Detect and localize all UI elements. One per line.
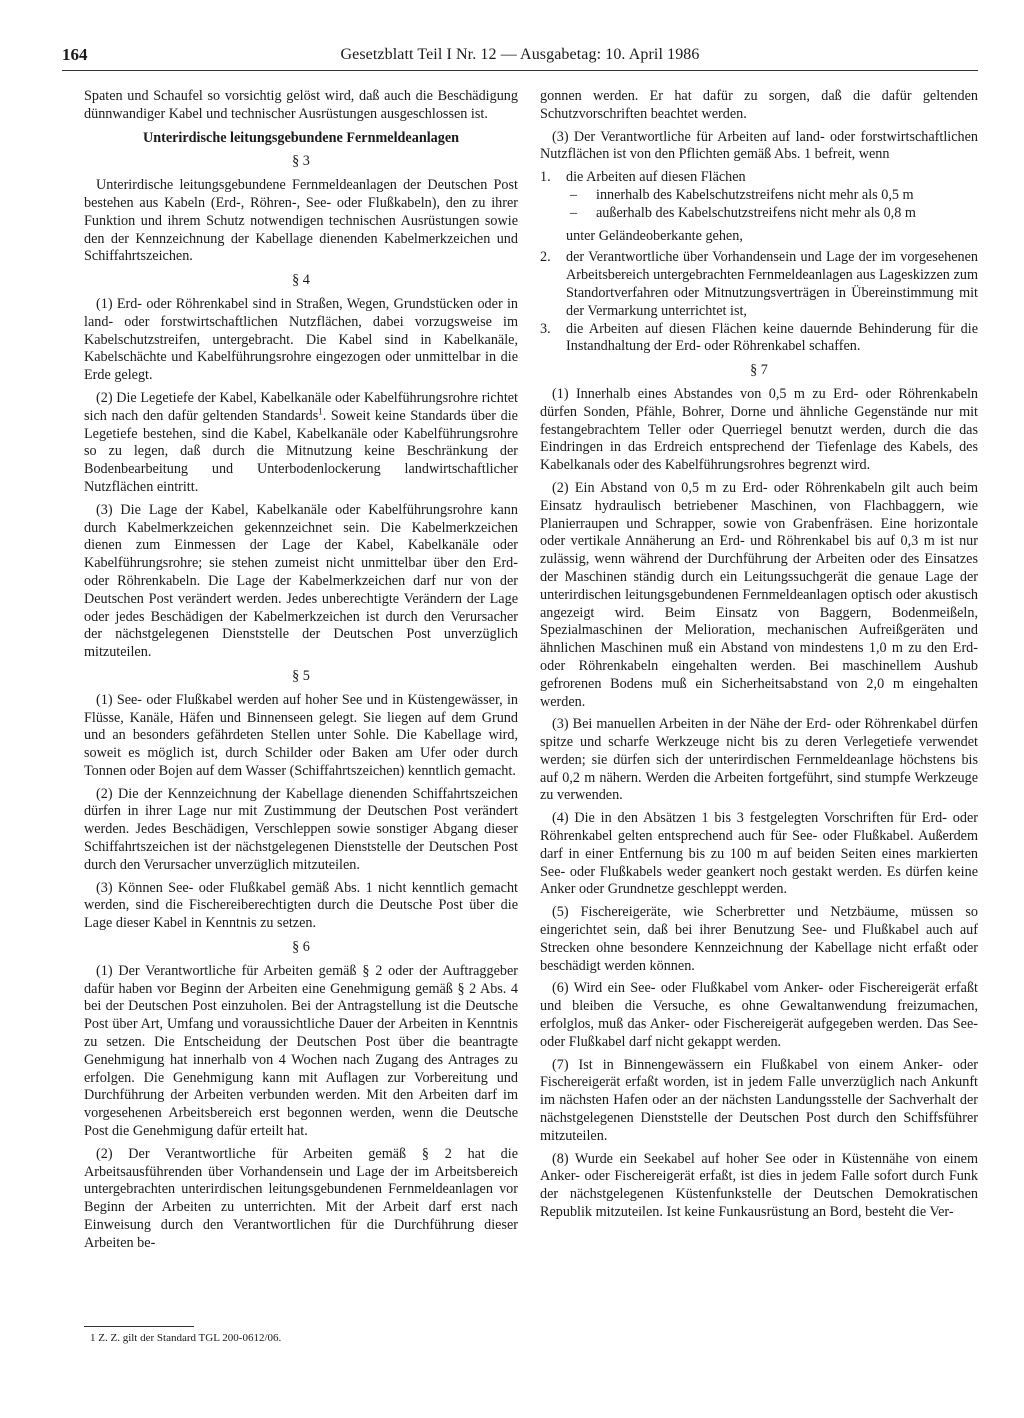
- paragraph: (1) Erd- oder Röhrenkabel sind in Straßen, Wegen, Grundstücken oder in land- oder forstwirtschaftlichen Nutzflächen, dabei vorzugsweise im Kabelschutzstreifen, untergebracht. Die Kabel sind in Kabelkanäle, Kabelschächte und Kabelführungsrohre eingezogen oder unmittelbar in die Erde gelegt.: [84, 295, 518, 384]
- list-number: 1.: [540, 169, 551, 186]
- paragraph: Spaten und Schaufel so vorsichtig gelöst wird, daß auch die Beschädigung dünnwandiger Kabel und technischer Ausrüstungen ausgeschlossen ist.: [84, 88, 518, 122]
- list-item: [540, 169, 978, 222]
- paragraph-number: § 5: [292, 667, 310, 684]
- paragraph-number: § 3: [292, 153, 310, 170]
- list-tail-text: unter Geländeoberkante gehen,: [566, 227, 743, 244]
- paragraph: (3) Die Lage der Kabel, Kabelkanäle oder Kabelführungsrohre kann durch Kabelmerkzeichen gekennzeichnet sein. Die Kabelmerkzeichen dienen zum Einmessen der Lage der Kabel, Kabelkanäle oder Kabelführungsrohre; sie stehen zumeist nicht unmittelbar über den Erd- oder Röhrenkabeln. Die Lage der Kabelmerkzeichen darf nur von der Deutschen Post verändert werden. Jedes unberechtigte Verändern der Lage oder jedes Beschädigen der Kabelmerkzeichen ist durch den Verursacher der nächstgelegenen Dienststelle der Deutschen Post unverzüglich mitzuteilen.: [84, 501, 518, 661]
- section-heading: Unterirdische leitungsgebundene Fernmeldeanlagen: [142, 129, 460, 146]
- paragraph: (1) See- oder Flußkabel werden auf hoher See und in Küstengewässer, in Flüsse, Kanäle, Häfen und Binnenseen gelegt. Sie liegen auf dem Grund und an besonders gefährdeten Stellen unter Sohle. Die Kabellage wird, soweit es möglich ist, durch Schilder oder Baken am Ufer oder durch Tonnen oder Bojen auf dem Wasser (Schiffahrtszeichen) kenntlich gemacht.: [84, 691, 518, 779]
- paragraph: (4) Die in den Absätzen 1 bis 3 festgelegten Vorschriften für Erd- oder Röhrenkabel gelten entsprechend auch für See- oder Flußkabel. Außerdem darf in einer Entfernung bis zu 100 m auf beiden Seiten eines markierten See- oder Flußkabels weder geankert noch gestakt werden. Es dürfen keine Anker oder Grundnetze geschleppt werden.: [540, 810, 978, 898]
- paragraph-number: § 7: [750, 362, 768, 379]
- paragraph-text: . Soweit keine Standards über die Legetiefe bestehen, sind die Kabel, Kabelkanäle oder Kabelführungsrohre so zu legen, daß durch die Mitnutzung keine Beschränkung der Bodenbearbeitung und Unterbodenlockerung landwirtschaftlicher Nutzflächen eintritt.: [84, 407, 518, 495]
- running-title: Gesetzblatt Teil I Nr. 12 — Ausgabetag: 10. April 1986: [340, 46, 700, 63]
- paragraph: (8) Wurde ein Seekabel auf hoher See oder in Küstennähe von einem Anker- oder Fischereigerät erfaßt, ist dies in jedem Falle sofort durch Funk der nächstgelegenen Küstenfunkstelle der Deutschen Demokratischen Republik mitzuteilen. Ist keine Funkausrüstung an Bord, besteht die Ver-: [540, 1150, 978, 1221]
- page-number: 164: [62, 45, 88, 64]
- dash-item: – innerhalb des Kabelschutzstreifens nicht mehr als 0,5 m: [566, 187, 978, 205]
- paragraph: (2) Der Verantwortliche für Arbeiten gemäß § 2 hat die Arbeitsausführenden über Vorhandensein und Lage der im Arbeitsbereich untergebrachten unterirdischen leitungsgebundenen Fernmeldeanlagen vor Beginn der Arbeiten zu unterrichten. Mit der Arbeit darf erst nach Einweisung durch den Verantwortlichen für die Durchführung dieser Arbeiten be-: [84, 1145, 518, 1251]
- paragraph-text: (2) Die Legetiefe der Kabel, Kabelkanäle oder Kabelführungsrohre richtet sich nach den dafür geltenden Standards: [84, 389, 518, 424]
- footnote-divider: [84, 1326, 194, 1327]
- paragraph-number: § 4: [292, 272, 310, 289]
- list-number: 2.: [540, 249, 551, 266]
- footnote-marker: 1: [318, 406, 323, 417]
- paragraph: (1) Innerhalb eines Abstandes von 0,5 m zu Erd- oder Röhrenkabeln dürfen Sonden, Pfähle, Bohrer, Dorne und ähnliche Gegenstände nur mit festangebrachtem Teller oder Querriegel benutzt werden, durch die das Eindringen in das Erdreich entsprechend der Tiefenlage des Kabels, des Kabelkanals oder des Kabelführungsrohres begrenzt wird.: [540, 385, 978, 474]
- list-item-text: der Verantwortliche über Vorhandensein und Lage der im vorgesehenen Arbeitsbereich untergebrachten Fernmeldeanlagen aus Lageskizzen zum Standortverfahren oder Mitnutzungsverträgen in Übereinstimmung mit der Vermarkung unterrichtet ist,: [566, 249, 978, 319]
- paragraph: (6) Wird ein See- oder Flußkabel vom Anker- oder Fischereigerät erfaßt und bleiben die Versuche, es ohne Gewaltanwendung freizumachen, erfolglos, muß das Anker- oder Fischereigerät aufgegeben werden. Das See- oder Flußkabel darf nicht gekappt werden.: [540, 980, 978, 1050]
- paragraph: (3) Können See- oder Flußkabel gemäß Abs. 1 nicht kenntlich gemacht werden, sind die Fischereiberechtigten durch die Deutsche Post über die Lage dieser Kabel in Kenntnis zu setzen.: [84, 879, 518, 932]
- paragraph: (2) Ein Abstand von 0,5 m zu Erd- oder Röhrenkabeln gilt auch beim Einsatz hydraulisch betriebener Maschinen, von Flachbaggern, wie Planierraupen und Schrapper, sowie von Grabenfräsen. Eine horizontale oder vertikale Annäherung an Erd- und Röhrenkabel bis auf 0,3 m ist nur zulässig, wenn während der Durchführung der Arbeiten oder des Einsatzes der Maschinen ständig durch ein Leitungssuchgerät die genaue Lage der unterirdischen leitungsgebundenen Fernmeldeanlagen optisch oder akustisch angezeigt wird. Beim Einsatz von Baggern, Bodenmeißeln, Spezialmaschinen der Melioration, mechanischen Aufreißgeräten und ähnlichen Maschinen muß ein Abstand von mindestens 1,0 m zu den Erd- oder Röhrenkabeln eingehalten werden. Bei maschinellem Aushub gefrorenen Bodens muß ein Sicherheitsabstand von 2,0 m eingehalten werden.: [540, 479, 978, 710]
- dash-list: [566, 187, 978, 223]
- paragraph: (3) Bei manuellen Arbeiten in der Nähe der Erd- oder Röhrenkabel dürfen spitze und scharfe Werkzeuge nicht bis zu deren Verlegetiefe verwendet werden; sie dürfen sich der unterirdischen Fernmeldeanlage höchstens bis auf 0,2 m nähern. Werden die Arbeiten fortgeführt, sind stumpfe Werkzeuge zu verwenden.: [540, 716, 978, 804]
- left-column: [84, 88, 518, 1258]
- numbered-list: [540, 249, 978, 356]
- page-header: [62, 44, 978, 71]
- dash-item: – außerhalb des Kabelschutzstreifens nicht mehr als 0,8 m: [566, 205, 978, 223]
- right-column: [540, 88, 978, 1227]
- footnote: 1 Z. Z. gilt der Standard TGL 200-0612/06.: [90, 1332, 282, 1344]
- numbered-list: [540, 169, 978, 222]
- paragraph: [84, 390, 518, 497]
- list-item: [540, 249, 978, 320]
- list-item-text: die Arbeiten auf diesen Flächen: [566, 169, 746, 186]
- paragraph-number: § 6: [292, 939, 310, 956]
- list-item-text: die Arbeiten auf diesen Flächen keine dauernde Behinderung für die Instandhaltung der Erd- oder Röhrenkabel schaffen.: [566, 320, 978, 355]
- paragraph: Unterirdische leitungsgebundene Fernmeldeanlagen der Deutschen Post bestehen aus Kabeln (Erd-, Röhren-, See- oder Flußkabeln), den zu ihrer Funktion und ihrem Schutz notwendigen technischen Ausrüstungen sowie den der Kennzeichnung der Kabellage dienenden Kabelmerkzeichen und Schiffahrtszeichen.: [84, 177, 518, 265]
- paragraph: gonnen werden. Er hat dafür zu sorgen, daß die dafür geltenden Schutzvorschriften beachtet werden.: [540, 88, 978, 122]
- paragraph: (7) Ist in Binnengewässern ein Flußkabel von einem Anker- oder Fischereigerät erfaßt worden, ist in jedem Falle unverzüglich nach Ankunft im nächsten Hafen oder an der nächsten Landungsstelle der Sachverhalt der nächstgelegenen Dienststelle der Deutschen Post durch den Schiffsführer mitzuteilen.: [540, 1056, 978, 1144]
- list-number: 3.: [540, 320, 551, 337]
- paragraph: (2) Die der Kennzeichnung der Kabellage dienenden Schiffahrtszeichen dürfen in ihrer Lage nur mit Zustimmung der Deutschen Post verändert werden. Jedes Beschädigen, Verschleppen sowie sonstiger Abgang dieser Schiffahrtszeichen ist der nächstgelegenen Dienststelle der Deutschen Post durch den Verursacher unverzüglich mitzuteilen.: [84, 785, 518, 873]
- list-item: [540, 321, 978, 357]
- paragraph: (5) Fischereigeräte, wie Scherbretter und Netzbäume, müssen so eingerichtet sein, daß bei ihrer Benutzung See- und Flußkabel auch auf Strecken ohne besondere Kennzeichnung der Kabellage nicht erfaßt oder beschädigt werden können.: [540, 904, 978, 974]
- paragraph: (1) Der Verantwortliche für Arbeiten gemäß § 2 oder der Auftraggeber dafür haben vor Beginn der Arbeiten eine Genehmigung gemäß § 2 Abs. 4 bei der Deutschen Post einzuholen. Bei der Antragstellung ist die Deutsche Post über Art, Umfang und voraussichtliche Dauer der Arbeiten in Kenntnis zu setzen. Die Entscheidung der Deutschen Post über die beantragte Genehmigung hat innerhalb von 4 Wochen nach Zugang des Antrages zu erfolgen. Die Genehmigung kann mit Auflagen zur Vorbereitung und Durchführung der Arbeiten verbunden werden. Mit den Arbeiten darf im vorgesehenen Arbeitsbereich erst begonnen werden, wenn die Deutsche Post die Genehmigung dafür erteilt hat.: [84, 962, 518, 1140]
- paragraph: (3) Der Verantwortliche für Arbeiten auf land- oder forstwirtschaftlichen Nutzflächen ist von den Pflichten gemäß Abs. 1 befreit, wenn: [540, 128, 978, 163]
